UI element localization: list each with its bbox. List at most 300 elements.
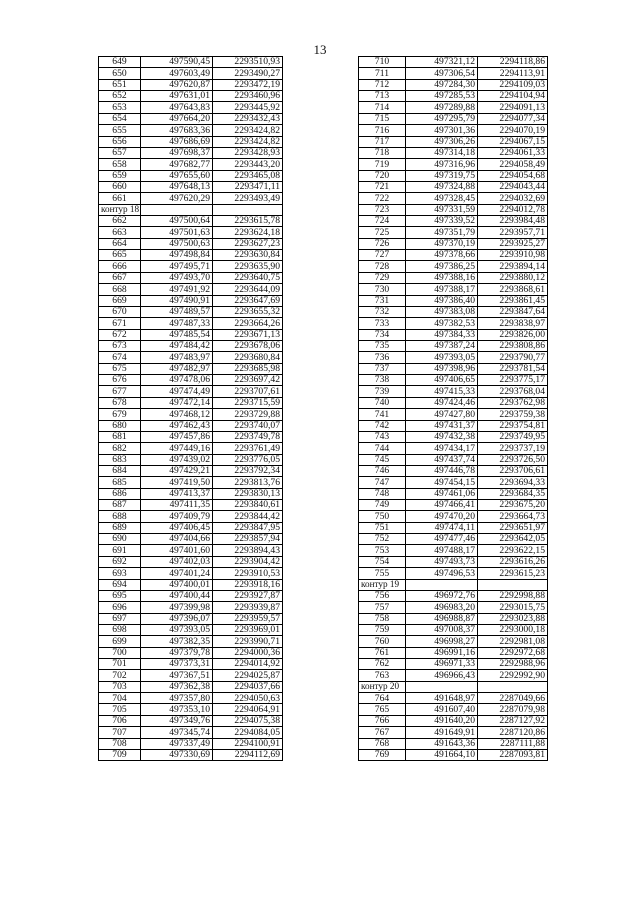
x-coordinate-cell: 497461,06 [406, 488, 478, 499]
table-row [359, 306, 548, 317]
table-row [99, 443, 283, 454]
x-coordinate-cell: 497485,54 [141, 329, 213, 340]
x-coordinate-cell: 497431,37 [406, 420, 478, 431]
x-coordinate-cell: 497472,14 [141, 397, 213, 408]
point-number-cell: 757 [359, 602, 406, 613]
y-coordinate-cell: 2293726,50 [478, 454, 548, 465]
table-row [359, 227, 548, 238]
table-row [99, 522, 283, 533]
x-coordinate-cell: 497379,78 [141, 647, 213, 658]
x-coordinate-cell: 497419,50 [141, 477, 213, 488]
x-coordinate-cell: 497316,96 [406, 159, 478, 170]
y-coordinate-cell: 2294032,69 [478, 193, 548, 204]
point-number-cell: 698 [99, 624, 141, 635]
table-row [99, 568, 283, 579]
table-row [99, 534, 283, 545]
x-coordinate-cell: 497331,59 [406, 204, 478, 215]
x-coordinate-cell: 496971,33 [406, 659, 478, 670]
point-number-cell: 673 [99, 340, 141, 351]
table-row [359, 147, 548, 158]
point-number-cell: 671 [99, 318, 141, 329]
table-row [99, 216, 283, 227]
x-coordinate-cell: 497454,15 [406, 477, 478, 488]
y-coordinate-cell: 2293776,05 [213, 454, 283, 465]
point-number-cell: 695 [99, 590, 141, 601]
y-coordinate-cell: 2294091,13 [478, 102, 548, 113]
point-number-cell: 691 [99, 545, 141, 556]
x-coordinate-cell: 497648,13 [141, 181, 213, 192]
table-row [99, 136, 283, 147]
point-number-cell: 712 [359, 79, 406, 90]
point-number-cell: 699 [99, 636, 141, 647]
point-number-cell: 693 [99, 568, 141, 579]
y-coordinate-cell: 2294104,94 [478, 91, 548, 102]
point-number-cell: 752 [359, 534, 406, 545]
x-coordinate-cell: 496966,43 [406, 670, 478, 681]
y-coordinate-cell: 2293424,82 [213, 125, 283, 136]
table-row [359, 204, 548, 215]
table-row [359, 181, 548, 192]
y-coordinate-cell: 2294025,87 [213, 670, 283, 681]
table-row [359, 340, 548, 351]
table-row [359, 454, 548, 465]
y-coordinate-cell: 2287079,98 [478, 704, 548, 715]
point-number-cell: 759 [359, 624, 406, 635]
y-coordinate-cell: 2293910,53 [213, 568, 283, 579]
y-coordinate-cell: 2287049,66 [478, 693, 548, 704]
y-coordinate-cell: 2294043,44 [478, 181, 548, 192]
y-coordinate-cell: 2292972,68 [478, 647, 548, 658]
table-row [359, 113, 548, 124]
point-number-cell: 651 [99, 79, 141, 90]
point-number-cell: 767 [359, 727, 406, 738]
x-coordinate-cell: 497301,36 [406, 125, 478, 136]
table-row [359, 738, 548, 749]
x-coordinate-cell: 497457,86 [141, 431, 213, 442]
point-number-cell: 656 [99, 136, 141, 147]
x-coordinate-cell: 491664,10 [406, 749, 478, 760]
x-coordinate-cell: 497351,79 [406, 227, 478, 238]
table-row [99, 193, 283, 204]
point-number-cell: 762 [359, 659, 406, 670]
point-number-cell: 653 [99, 102, 141, 113]
table-row [359, 693, 548, 704]
x-coordinate-cell: 497498,84 [141, 250, 213, 261]
point-number-cell: 657 [99, 147, 141, 158]
table-row [99, 386, 283, 397]
point-number-cell: 724 [359, 216, 406, 227]
y-coordinate-cell: 2287120,86 [478, 727, 548, 738]
x-coordinate-cell: 497449,16 [141, 443, 213, 454]
table-row [359, 488, 548, 499]
x-coordinate-cell: 497478,06 [141, 375, 213, 386]
x-coordinate-cell: 497488,17 [406, 545, 478, 556]
table-row [99, 295, 283, 306]
point-number-cell: 662 [99, 216, 141, 227]
x-coordinate-cell: 497493,70 [141, 272, 213, 283]
table-row [99, 125, 283, 136]
x-coordinate-cell: 497388,16 [406, 272, 478, 283]
table-row [99, 624, 283, 635]
x-coordinate-cell: 497378,66 [406, 250, 478, 261]
point-number-cell: 702 [99, 670, 141, 681]
y-coordinate-cell: 2293471,11 [213, 181, 283, 192]
point-number-cell: 755 [359, 568, 406, 579]
point-number-cell: 736 [359, 352, 406, 363]
x-coordinate-cell: 497500,64 [141, 216, 213, 227]
y-coordinate-cell: 2293749,95 [478, 431, 548, 442]
point-number-cell: 717 [359, 136, 406, 147]
table-row [359, 57, 548, 68]
x-coordinate-cell: 497474,49 [141, 386, 213, 397]
x-coordinate-cell: 497353,10 [141, 704, 213, 715]
x-coordinate-cell: 497620,29 [141, 193, 213, 204]
point-number-cell: 649 [99, 57, 141, 68]
contour-header-row [99, 204, 283, 215]
point-number-cell: 728 [359, 261, 406, 272]
table-row [99, 318, 283, 329]
x-coordinate-cell: 491607,40 [406, 704, 478, 715]
y-coordinate-cell: 2293655,32 [213, 306, 283, 317]
y-coordinate-cell: 2293894,14 [478, 261, 548, 272]
table-row [99, 181, 283, 192]
x-coordinate-cell: 497493,73 [406, 556, 478, 567]
table-row [99, 636, 283, 647]
table-row [99, 556, 283, 567]
x-coordinate-cell: 497590,45 [141, 57, 213, 68]
point-number-cell: 706 [99, 715, 141, 726]
y-coordinate-cell: 2294070,19 [478, 125, 548, 136]
point-number-cell: 687 [99, 500, 141, 511]
table-row [359, 329, 548, 340]
table-body-right [359, 57, 548, 761]
point-number-cell: 672 [99, 329, 141, 340]
x-coordinate-cell: 497367,51 [141, 670, 213, 681]
x-coordinate-cell: 491649,91 [406, 727, 478, 738]
point-number-cell: 674 [99, 352, 141, 363]
y-coordinate-cell: 2292998,88 [478, 590, 548, 601]
point-number-cell: 664 [99, 238, 141, 249]
y-coordinate-cell: 2293624,18 [213, 227, 283, 238]
x-coordinate-cell: 497400,44 [141, 590, 213, 601]
table-row [359, 295, 548, 306]
empty-cell [478, 681, 548, 692]
x-coordinate-cell: 497306,26 [406, 136, 478, 147]
x-coordinate-cell: 497432,38 [406, 431, 478, 442]
y-coordinate-cell: 2293729,88 [213, 409, 283, 420]
x-coordinate-cell: 497399,98 [141, 602, 213, 613]
x-coordinate-cell: 497686,69 [141, 136, 213, 147]
x-coordinate-cell: 497446,78 [406, 465, 478, 476]
table-row [99, 272, 283, 283]
table-row [99, 250, 283, 261]
y-coordinate-cell: 2293737,19 [478, 443, 548, 454]
point-number-cell: 761 [359, 647, 406, 658]
table-row [99, 647, 283, 658]
x-coordinate-cell: 497400,01 [141, 579, 213, 590]
point-number-cell: 707 [99, 727, 141, 738]
table-row [359, 545, 548, 556]
point-number-cell: 763 [359, 670, 406, 681]
point-number-cell: 689 [99, 522, 141, 533]
y-coordinate-cell: 2292988,96 [478, 659, 548, 670]
x-coordinate-cell: 497468,12 [141, 409, 213, 420]
table-row [99, 431, 283, 442]
contour-label: контур 18 [99, 204, 141, 215]
point-number-cell: 660 [99, 181, 141, 192]
x-coordinate-cell: 497349,76 [141, 715, 213, 726]
table-row [99, 670, 283, 681]
point-number-cell: 686 [99, 488, 141, 499]
point-number-cell: 721 [359, 181, 406, 192]
point-number-cell: 715 [359, 113, 406, 124]
x-coordinate-cell: 497474,11 [406, 522, 478, 533]
y-coordinate-cell: 2293445,92 [213, 102, 283, 113]
x-coordinate-cell: 497383,08 [406, 306, 478, 317]
table-row [359, 159, 548, 170]
point-number-cell: 742 [359, 420, 406, 431]
y-coordinate-cell: 2293493,49 [213, 193, 283, 204]
point-number-cell: 760 [359, 636, 406, 647]
x-coordinate-cell: 497496,53 [406, 568, 478, 579]
y-coordinate-cell: 2293460,96 [213, 91, 283, 102]
x-coordinate-cell: 497643,83 [141, 102, 213, 113]
x-coordinate-cell: 497393,05 [406, 352, 478, 363]
x-coordinate-cell: 497409,79 [141, 511, 213, 522]
x-coordinate-cell: 497386,25 [406, 261, 478, 272]
x-coordinate-cell: 497388,17 [406, 284, 478, 295]
point-number-cell: 756 [359, 590, 406, 601]
point-number-cell: 731 [359, 295, 406, 306]
table-row [359, 397, 548, 408]
y-coordinate-cell: 2294061,33 [478, 147, 548, 158]
y-coordinate-cell: 2293635,90 [213, 261, 283, 272]
y-coordinate-cell: 2293640,75 [213, 272, 283, 283]
contour-header-row [359, 579, 548, 590]
point-number-cell: 729 [359, 272, 406, 283]
x-coordinate-cell: 497284,30 [406, 79, 478, 90]
point-number-cell: 734 [359, 329, 406, 340]
table-row [359, 136, 548, 147]
x-coordinate-cell: 497324,88 [406, 181, 478, 192]
x-coordinate-cell: 497382,35 [141, 636, 213, 647]
y-coordinate-cell: 2293465,08 [213, 170, 283, 181]
y-coordinate-cell: 2293630,84 [213, 250, 283, 261]
table-row [359, 318, 548, 329]
x-coordinate-cell: 497357,80 [141, 693, 213, 704]
y-coordinate-cell: 2293428,93 [213, 147, 283, 158]
y-coordinate-cell: 2293847,95 [213, 522, 283, 533]
y-coordinate-cell: 2293749,78 [213, 431, 283, 442]
table-row [99, 693, 283, 704]
x-coordinate-cell: 497337,49 [141, 738, 213, 749]
point-number-cell: 747 [359, 477, 406, 488]
table-row [359, 68, 548, 79]
y-coordinate-cell: 2293651,97 [478, 522, 548, 533]
y-coordinate-cell: 2293838,97 [478, 318, 548, 329]
y-coordinate-cell: 2293990,71 [213, 636, 283, 647]
y-coordinate-cell: 2294000,36 [213, 647, 283, 658]
table-row [99, 261, 283, 272]
y-coordinate-cell: 2293615,23 [478, 568, 548, 579]
point-number-cell: 754 [359, 556, 406, 567]
point-number-cell: 680 [99, 420, 141, 431]
y-coordinate-cell: 2294113,91 [478, 68, 548, 79]
point-number-cell: 685 [99, 477, 141, 488]
table-row [359, 261, 548, 272]
x-coordinate-cell: 497491,92 [141, 284, 213, 295]
x-coordinate-cell: 497620,87 [141, 79, 213, 90]
y-coordinate-cell: 2293023,88 [478, 613, 548, 624]
y-coordinate-cell: 2293857,94 [213, 534, 283, 545]
y-coordinate-cell: 2294014,92 [213, 659, 283, 670]
y-coordinate-cell: 2293706,61 [478, 465, 548, 476]
table-row [99, 352, 283, 363]
point-number-cell: 708 [99, 738, 141, 749]
point-number-cell: 650 [99, 68, 141, 79]
point-number-cell: 768 [359, 738, 406, 749]
y-coordinate-cell: 2293443,20 [213, 159, 283, 170]
point-number-cell: 654 [99, 113, 141, 124]
table-row [99, 681, 283, 692]
y-coordinate-cell: 2294100,91 [213, 738, 283, 749]
point-number-cell: 753 [359, 545, 406, 556]
y-coordinate-cell: 2293808,86 [478, 340, 548, 351]
table-row [359, 749, 548, 760]
y-coordinate-cell: 2293678,06 [213, 340, 283, 351]
point-number-cell: 670 [99, 306, 141, 317]
point-number-cell: 733 [359, 318, 406, 329]
y-coordinate-cell: 2293969,01 [213, 624, 283, 635]
x-coordinate-cell: 497295,79 [406, 113, 478, 124]
x-coordinate-cell: 497437,74 [406, 454, 478, 465]
y-coordinate-cell: 2293510,93 [213, 57, 283, 68]
y-coordinate-cell: 2294037,66 [213, 681, 283, 692]
x-coordinate-cell: 497373,31 [141, 659, 213, 670]
x-coordinate-cell: 497406,45 [141, 522, 213, 533]
x-coordinate-cell: 497683,36 [141, 125, 213, 136]
table-row [359, 704, 548, 715]
point-number-cell: 665 [99, 250, 141, 261]
table-row [99, 749, 283, 760]
point-number-cell: 751 [359, 522, 406, 533]
y-coordinate-cell: 2293840,61 [213, 500, 283, 511]
y-coordinate-cell: 2293768,04 [478, 386, 548, 397]
table-row [99, 57, 283, 68]
table-row [99, 500, 283, 511]
point-number-cell: 735 [359, 340, 406, 351]
table-row [359, 352, 548, 363]
point-number-cell: 659 [99, 170, 141, 181]
x-coordinate-cell: 497664,20 [141, 113, 213, 124]
x-coordinate-cell: 497698,37 [141, 147, 213, 158]
y-coordinate-cell: 2294064,91 [213, 704, 283, 715]
y-coordinate-cell: 2294075,38 [213, 715, 283, 726]
y-coordinate-cell: 2293424,82 [213, 136, 283, 147]
table-row [99, 375, 283, 386]
y-coordinate-cell: 2293861,45 [478, 295, 548, 306]
point-number-cell: 677 [99, 386, 141, 397]
table-row [99, 68, 283, 79]
table-row [99, 170, 283, 181]
point-number-cell: 683 [99, 454, 141, 465]
y-coordinate-cell: 2293647,69 [213, 295, 283, 306]
x-coordinate-cell: 497490,91 [141, 295, 213, 306]
table-row [99, 659, 283, 670]
x-coordinate-cell: 497482,97 [141, 363, 213, 374]
y-coordinate-cell: 2294077,34 [478, 113, 548, 124]
y-coordinate-cell: 2293694,33 [478, 477, 548, 488]
coordinates-table-left [98, 56, 283, 761]
x-coordinate-cell: 497406,65 [406, 375, 478, 386]
point-number-cell: 703 [99, 681, 141, 692]
point-number-cell: 769 [359, 749, 406, 760]
y-coordinate-cell: 2293761,49 [213, 443, 283, 454]
table-row [359, 590, 548, 601]
y-coordinate-cell: 2294118,86 [478, 57, 548, 68]
point-number-cell: 719 [359, 159, 406, 170]
table-row [99, 79, 283, 90]
x-coordinate-cell: 497429,21 [141, 465, 213, 476]
point-number-cell: 727 [359, 250, 406, 261]
x-coordinate-cell: 497285,53 [406, 91, 478, 102]
empty-cell [406, 681, 478, 692]
table-row [359, 375, 548, 386]
table-row [359, 500, 548, 511]
point-number-cell: 764 [359, 693, 406, 704]
y-coordinate-cell: 2293490,27 [213, 68, 283, 79]
point-number-cell: 668 [99, 284, 141, 295]
y-coordinate-cell: 2293664,26 [213, 318, 283, 329]
table-row [359, 125, 548, 136]
y-coordinate-cell: 2293918,16 [213, 579, 283, 590]
x-coordinate-cell: 497306,54 [406, 68, 478, 79]
x-coordinate-cell: 497402,03 [141, 556, 213, 567]
y-coordinate-cell: 2293830,13 [213, 488, 283, 499]
table-row [359, 568, 548, 579]
table-row [359, 284, 548, 295]
point-number-cell: 652 [99, 91, 141, 102]
x-coordinate-cell: 497401,24 [141, 568, 213, 579]
point-number-cell: 694 [99, 579, 141, 590]
contour-label: контур 19 [359, 579, 406, 590]
y-coordinate-cell: 2293762,98 [478, 397, 548, 408]
y-coordinate-cell: 2293644,09 [213, 284, 283, 295]
y-coordinate-cell: 2293680,84 [213, 352, 283, 363]
table-row [359, 272, 548, 283]
y-coordinate-cell: 2293627,23 [213, 238, 283, 249]
point-number-cell: 681 [99, 431, 141, 442]
x-coordinate-cell: 497462,43 [141, 420, 213, 431]
point-number-cell: 705 [99, 704, 141, 715]
point-number-cell: 666 [99, 261, 141, 272]
y-coordinate-cell: 2293675,20 [478, 500, 548, 511]
table-row [99, 102, 283, 113]
point-number-cell: 716 [359, 125, 406, 136]
x-coordinate-cell: 496998,27 [406, 636, 478, 647]
y-coordinate-cell: 2293740,07 [213, 420, 283, 431]
table-row [359, 659, 548, 670]
contour-label: контур 20 [359, 681, 406, 692]
table-row [99, 454, 283, 465]
empty-cell [406, 579, 478, 590]
x-coordinate-cell: 497484,42 [141, 340, 213, 351]
table-row [359, 511, 548, 522]
contour-header-row [359, 681, 548, 692]
point-number-cell: 690 [99, 534, 141, 545]
x-coordinate-cell: 497319,75 [406, 170, 478, 181]
x-coordinate-cell: 497501,63 [141, 227, 213, 238]
